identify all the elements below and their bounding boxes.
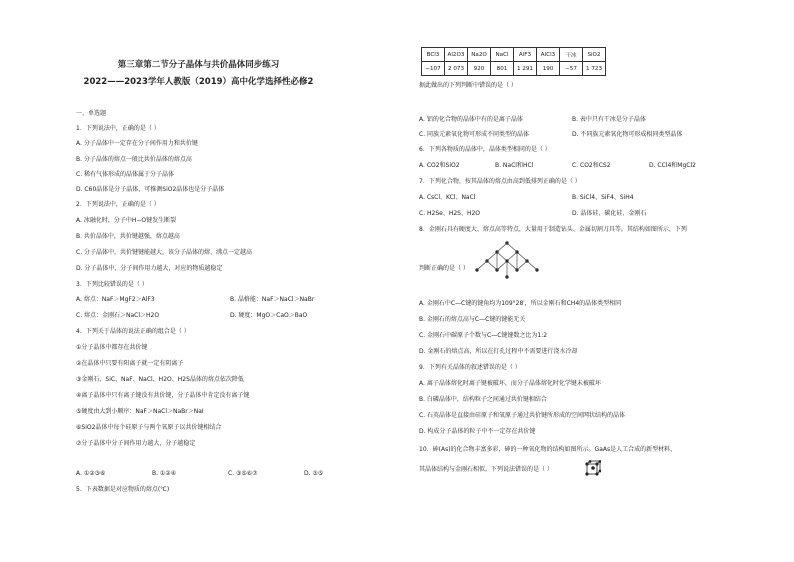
q4-item-4: ④离子晶体中只有离子键没有共价键，分子晶体中肯定没有离子键 [76,392,250,399]
q9-option-c: C. 石英晶体是直接由硅原子和氧原子通过共价键所形成的空间网状结构的晶体 [419,412,626,419]
q8-option-d: D. 金刚石的熔点高，所以在打孔过程中不需要进行浇水冷却 [419,348,578,355]
table-header: AlCl3 [537,48,560,62]
table-header: SiO2 [583,48,606,62]
q8-option-b: B. 金刚石的熔点高与C—C键的键能无关 [419,316,526,323]
q6-option-d: D. CCl4和MgCl2 [649,162,696,169]
q1-option-a: A. 分子晶体中一定存在分子间作用力和共价键 [76,140,198,147]
q4-item-6: ⑥SiO2晶体中每个硅原子与两个氧原子以共价键相结合 [76,424,222,431]
q1-option-c: C. 稀有气体形成的晶体属于分子晶体 [76,171,175,178]
q6-option-c: C. CO2和CS2 [572,162,611,169]
table-cell: −57 [560,62,583,76]
q3-stem: 3．下列比较错误的是（ ） [76,281,148,288]
doc-title: 第三章第二节分子晶体与共价晶体同步练习 [117,60,280,70]
q6-option-b: B. NaCl和HCl [495,162,534,169]
q4-stem: 4．下列关于晶体的说法正确的组合是（ ） [76,328,190,335]
q3-option-c: C. 熔点：金刚石＞NaCl＞H2O [76,312,160,319]
table-cell: 1 723 [583,62,606,76]
q2-option-a: A. 冰融化时，分子中H−O键发生断裂 [76,217,177,224]
q8-stem-2: 判断正确的是（ ） [419,265,469,272]
q8-stem: 8．金刚石具有硬度大、熔点高等特点，大量用于制造钻头、金属切割刀具等。其结构如图所示，下列 [419,226,687,233]
q9-stem: 9．下列有关晶体的叙述错误的是（ ） [419,364,521,371]
table-cell: 801 [491,62,514,76]
table-header: Al2O3 [445,48,468,62]
table-cell: 190 [537,62,560,76]
q1-option-d: D. C60晶体是分子晶体，可推测SiO2晶体也是分子晶体 [76,186,225,193]
q7-stem: 7．下列化合物，按其晶体的熔点由高到低排列正确的是（ ） [419,178,581,185]
q4-item-1: ①分子晶体中都存在共价键 [76,344,148,351]
table-cell: −107 [422,62,445,76]
table-header: 干冰 [560,48,583,62]
q7-option-c: C. H2Se、H2S、H2O [419,210,481,217]
q4-option-c: C. ③⑤⑥⑦ [228,470,258,477]
diamond-structure-icon [467,240,547,280]
table-header: Na2O [468,48,491,62]
q10-stem-2: 其晶体结构与金刚石相似。下列说法错误的是（ ） [419,466,553,473]
q6-stem: 6．下列各物质的晶体中，晶体类型相同的是（ ） [419,146,551,153]
q9-option-b: B. 白磷晶体中，结构粒子之间通过共价键相结合 [419,396,547,403]
table-row-values [422,62,606,76]
table-row-headers [422,48,606,62]
q1-option-b: B. 分子晶体的熔点一般比共价晶体的熔点高 [76,156,192,163]
q4-option-d: D. ③⑤ [304,470,324,477]
q3-option-b: B. 晶格能：NaF＞NaCl＞NaBr [230,296,315,303]
q5-stem: 5．下表数据是对应物质的熔点(℃) [76,486,170,493]
q5-option-a: A. 铝的化合物的晶体中有的是离子晶体 [419,116,523,123]
q3-option-a: A. 熔点：NaF＞MgF2＞AlF3 [76,296,155,303]
section-heading: 一、单选题 [76,110,107,117]
q6-option-a: A. CO2和SiO2 [419,162,460,169]
table-cell: 1 291 [514,62,537,76]
q9-option-d: D. 构成分子晶体的粒子中不一定存在共价键 [419,428,536,435]
q4-item-7: ⑦分子晶体中分子间作用力越大，分子越稳定 [76,440,196,447]
q7-option-d: D. 晶体硅、碳化硅、金刚石 [572,210,647,217]
table-cell: 2 073 [445,62,468,76]
q4-item-2: ②在晶体中只要有阳离子就一定有阴离子 [76,360,184,367]
doc-subtitle: 2022——2023学年人教版（2019）高中化学选择性必修2 [83,77,314,87]
q5-lead: 据此做出的下列判断中错误的是（ ） [419,82,517,89]
table-header: AlF3 [514,48,537,62]
table-cell: 920 [468,62,491,76]
q8-option-c: C. 金刚石中碳原子个数与C—C键键数之比为1:2 [419,332,548,339]
q10-stem: 10．砷(As)的化合物丰富多彩，砷的一种氧化物的结构如图所示。GaAs是人工合成的新型材料， [419,446,677,453]
q9-option-a: A. 离子晶体熔化时离子键被破坏，而分子晶体熔化时化学键未被破坏 [419,380,601,387]
q4-item-3: ③金刚石、SiC、NaF、NaCl、H2O、H2S晶体的熔点依次降低 [76,376,244,383]
arsenic-oxide-structure-icon [585,460,601,478]
q2-option-b: B. 共价晶体中，共价键越强，熔点越高 [76,233,180,240]
q5-option-d: D. 不同族元素氧化物可形成相同类型晶体 [572,131,683,138]
q4-option-a: A. ①②③⑥ [76,470,106,477]
q7-option-a: A. CsCl、KCl、NaCl [419,194,476,201]
q2-option-d: D. 分子晶体中，分子间作用力越大，对应的物质越稳定 [76,265,223,272]
q5-option-c: C. 同族元素氧化物可形成不同类型的晶体 [419,131,530,138]
q7-option-b: B. SiCl4、SiF4、SiH4 [572,194,634,201]
q2-option-c: C. 分子晶体中，共价键键能越大，该分子晶体的熔、沸点一定越高 [76,249,253,256]
q4-item-5: ⑤硬度由大到小顺序：NaF＞NaCl＞NaBr＞NaI [76,408,204,415]
table-header: BCl3 [422,48,445,62]
q4-option-b: B. ①②④ [152,470,177,477]
q1-stem: 1．下列说法中，正确的是（ ） [76,125,160,132]
q2-stem: 2．下列说法中，正确的是（ ） [76,201,160,208]
q3-option-d: D. 硬度：MgO＞CaO＞BaO [230,312,308,319]
q8-option-a: A. 金刚石中C—C键的键角均为109°28′，所以金刚石和CH4的晶体类型相同 [419,300,622,307]
q5-option-b: B. 表中只有干冰是分子晶体 [572,116,646,123]
melting-point-table [421,47,606,76]
table-header: NaCl [491,48,514,62]
